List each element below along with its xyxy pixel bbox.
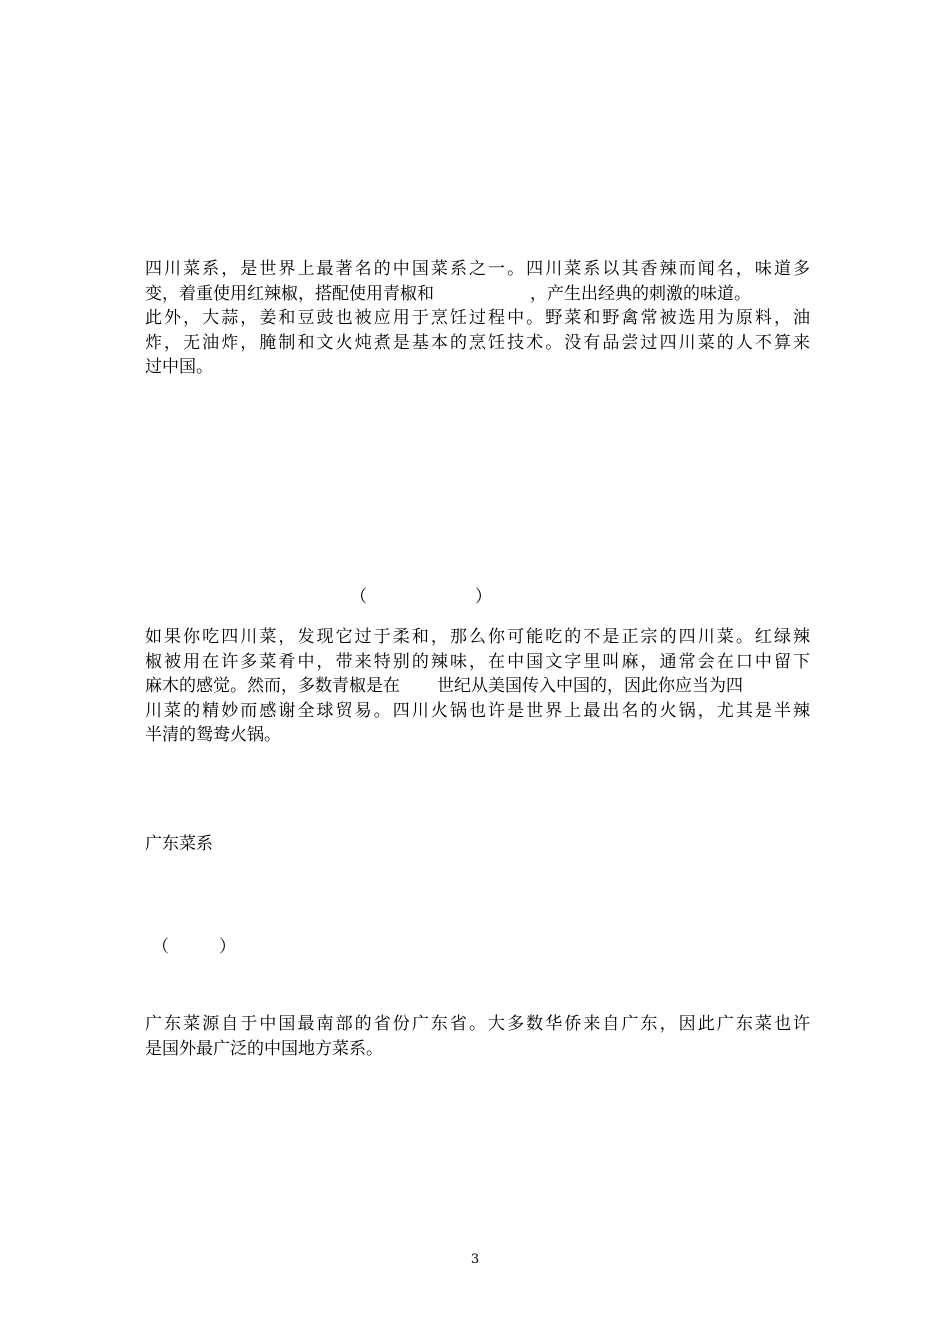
text-fragment: ，产生出经典的刺激的味道。 (530, 283, 751, 304)
text-line: 广东菜源自于中国最南部的省份广东省。大多数华侨来自广东，因此广东菜也许 (145, 1014, 810, 1034)
cantonese-paragraph (145, 1012, 810, 1061)
text-line-with-gap (145, 674, 810, 699)
text-line: 此外，大蒜，姜和豆豉也被应用于烹饪过程中。野菜和野禽常被选用为原料，油 (145, 308, 810, 329)
text-fragment: 变，着重使用红辣椒，搭配使用青椒和 (145, 283, 434, 304)
cantonese-heading: 广东菜系 (145, 834, 213, 854)
paren-close: ） (219, 937, 236, 957)
text-line: 四川菜系，是世界上最著名的中国菜系之一。四川菜系以其香辣而闻名，味道多 (145, 259, 810, 279)
page-number: 3 (470, 1252, 480, 1267)
text-line: 川菜的精妙而感谢全球贸易。四川火锅也许是世界上最出名的火锅，尤其是半辣 (145, 700, 810, 721)
text-line: 半清的鸳鸯火锅。 (145, 725, 281, 746)
paren-open: （ (350, 587, 367, 607)
text-line: 炸，无油炸，腌制和文火炖煮是基本的烹饪技术。没有品尝过四川菜的人不算来 (145, 332, 810, 353)
text-line: 椒被用在许多菜肴中，带来特别的辣味，在中国文字里叫麻，通常会在口中留下 (145, 651, 810, 672)
sichuan-paragraph-1 (145, 257, 810, 380)
paren-close: ） (475, 587, 492, 607)
cantonese-parenthetical (152, 935, 236, 959)
text-line: 是国外最广泛的中国地方菜系。 (145, 1038, 383, 1059)
text-line-with-gap (145, 282, 810, 307)
text-line: 如果你吃四川菜，发现它过于柔和，那么你可能吃的不是正宗的四川菜。红绿辣 (145, 627, 810, 647)
sichuan-paragraph-2 (145, 625, 810, 748)
paren-open: （ (152, 937, 169, 957)
text-line: 过中国。 (145, 357, 213, 378)
sichuan-parenthetical (350, 585, 492, 609)
text-fragment: 世纪从美国传入中国的，因此你应当为四 (437, 676, 743, 697)
text-fragment: 麻木的感觉。然而，多数青椒是在 (145, 676, 400, 697)
